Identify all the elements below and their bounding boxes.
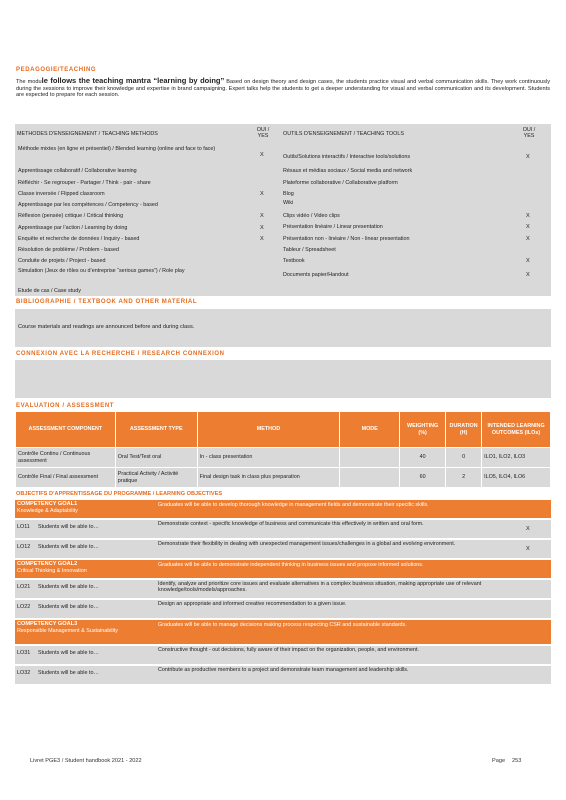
lo-lead: Students will be able to… [38, 544, 99, 550]
eval-header-mode: MODE [340, 412, 400, 448]
research-panel [15, 360, 551, 398]
bibliography-text: Course materials and readings are announced before and during class. [18, 324, 195, 330]
objectives-title: OBJECTIFS D’APPRENTISSAGE DU PROGRAMME / LEARNING OBJECTIVES [16, 491, 223, 497]
lo-code: LO12 [17, 544, 31, 550]
methods-yes-header: OUI / YES [256, 127, 270, 140]
eval-cell-method: In - class presentation [197, 448, 340, 468]
tool-item-mark: X [526, 258, 530, 264]
eval-cell-duration: 2 [446, 468, 482, 488]
eval-cell-method: Final design task in class plus preparation [197, 468, 340, 488]
method-item-label: Simulation (Jeux de rôles ou d’entreprise “serious games”) / Role play [18, 268, 185, 274]
lo-mark: X [526, 546, 530, 552]
lo-text: Constructive thought - out decisions, fully aware of their impact on the organization, people, and environment. [158, 647, 419, 653]
competency-goal-name: Critical Thinking & Innovation [17, 568, 87, 574]
method-item-mark: X [260, 213, 264, 219]
method-item-label: Enquête et recherche de données / Inquiry - based [18, 236, 140, 242]
lo-code: LO22 [17, 604, 31, 610]
competency-goal-name: Knowledge & Adaptability [17, 508, 78, 514]
tool-item-label: Clips vidéo / Video clips [283, 213, 340, 219]
evaluation-table [15, 411, 551, 488]
competency-goal-label: COMPETENCY GOAL2 [17, 561, 78, 567]
tool-item-label: Présentation linéaire / Linear presentation [283, 224, 383, 230]
method-item-mark: X [260, 225, 264, 231]
method-item-mark: X [260, 152, 264, 158]
research-title: CONNEXION AVEC LA RECHERCHE / RESEARCH CONNEXION [16, 351, 225, 357]
eval-cell-ilos: ILO5, ILO4, ILO6 [482, 468, 551, 488]
method-item-label: Apprentissage collaboratif / Collaborative learning [18, 168, 137, 174]
footer-page-number: 253 [512, 758, 522, 764]
lo-code: LO31 [17, 650, 31, 656]
eval-header-type: ASSESSMENT TYPE [115, 412, 197, 448]
tool-item-mark: X [526, 272, 530, 278]
methods-header: METHODES D’ENSEIGNEMENT / TEACHING METHODS [17, 131, 158, 137]
method-item-label: Apprentissage par les compétences / Competency - based [18, 202, 158, 208]
lo-text: Demonstrate their flexibility in dealing with unexpected management issues/challenges in a global and evolving environment. [158, 541, 456, 547]
lo-lead: Students will be able to… [38, 524, 99, 530]
lo-mark: X [526, 526, 530, 532]
lo-text: Demonstrate context - specific knowledge of business and communicate this effectively in written and oral form. [158, 521, 424, 527]
tool-item-label: Résaux et médias sociaux / Social media and network [283, 168, 413, 174]
method-item-label: Réfléchir - Se regrouper - Partager / Think - pair - share [18, 180, 151, 186]
tool-item-label: Présentation non - linéaire / Non - linear presentation [283, 236, 410, 242]
tool-item-mark: X [526, 236, 530, 242]
eval-cell-mode [340, 468, 400, 488]
competency-goal-label: COMPETENCY GOAL3 [17, 621, 78, 627]
method-item-label: Conduite de projets / Project - based [18, 258, 106, 264]
eval-cell-duration: 0 [446, 448, 482, 468]
tool-item-label: Outils/Solutions interactifs / Interactive tools/solutions [283, 154, 411, 160]
tool-item-label: Textbook [283, 258, 305, 264]
tool-item-label: Blog [283, 191, 294, 197]
lo-lead: Students will be able to… [38, 670, 99, 676]
method-item-mark: X [260, 236, 264, 242]
method-item-label: Résolution de problème / Problem - based [18, 247, 119, 253]
competency-goal-name: Responsible Management & Sustainability [17, 628, 118, 634]
eval-cell-ilos: ILO1, ILO2, ILO3 [482, 448, 551, 468]
pedagogy-title: PEDAGOGIE/TEACHING [16, 67, 97, 73]
tool-item-mark: X [526, 224, 530, 230]
footer-page-label: Page [492, 758, 506, 764]
eval-header-component: ASSESSMENT COMPONENT [16, 412, 116, 448]
eval-cell-component: Contrôle Continu / Continuous assessment [16, 448, 116, 468]
pedagogy-body: Based on design theory and design cases, the students practice visual and verbal communication skills. They work continuously during the sessions to improve their knowledge and expertise in brand campaigning. Expert talks help the students to get a deeper understanding for visual and verbal communication and its development. Students are expected to prepare for each session. [16, 79, 551, 99]
evaluation-title: EVALUATION / ASSESSMENT [16, 403, 115, 409]
eval-cell-type: Oral Test/Test oral [115, 448, 197, 468]
method-item-mark: X [260, 191, 264, 197]
tool-item-mark: X [526, 213, 530, 219]
method-item-label: Etude de cas / Case study [18, 288, 81, 294]
eval-cell-weight: 60 [400, 468, 446, 488]
lo-code: LO21 [17, 584, 31, 590]
tool-item-mark: X [526, 154, 530, 160]
lo-code: LO11 [17, 524, 30, 530]
footer-handbook: Livret PGE3 / Student handbook 2021 - 2022 [30, 758, 142, 764]
eval-cell-weight: 40 [400, 448, 446, 468]
lo-lead: Students will be able to… [38, 584, 99, 590]
evaluation-header-row [16, 412, 551, 448]
eval-header-duration: DURATION (H) [446, 412, 482, 448]
lo-text: Design an appropriate and informed creative recommendation to a given issue. [158, 601, 347, 607]
lo-code: LO32 [17, 670, 31, 676]
lo-text: Identify, analyze and prioritize core issues and evaluate alternatives in a complex business situation, making appropriate use of relevant knowledge/tools/models/approaches. [158, 581, 482, 594]
eval-cell-type: Practical Activity / Activité pratique [115, 468, 197, 488]
method-item-label: Réflexion (pensée) critique / Critical thinking [18, 213, 124, 219]
lo-lead: Students will be able to… [38, 604, 99, 610]
eval-cell-mode [340, 448, 400, 468]
table-row [16, 448, 551, 468]
method-item-label: Classe inversée / Flipped classroom [18, 191, 105, 197]
pedagogy-intro-b: le follows the teaching mantra “learning by doing” [41, 76, 225, 85]
tool-item-label: Plateforme collaborative / Collaborative platform [283, 180, 398, 186]
method-item-label: Méthode mixtes (en ligne et présentiel) / Blended learning (online and face to face) [18, 146, 216, 152]
eval-cell-component: Contrôle Final / Final assessment [16, 468, 116, 488]
tools-yes-header: OUI / YES [522, 127, 536, 140]
competency-goal-text: Graduates will be able to develop thorough knowledge in management fields and demonstrate their specific skills. [158, 502, 429, 508]
eval-header-method: METHOD [197, 412, 340, 448]
tool-item-label: Tableur / Spreadsheet [283, 247, 336, 253]
pedagogy-text [16, 76, 550, 99]
bibliography-title: BIBLIOGRAPHIE / TEXTBOOK AND OTHER MATERIAL [16, 299, 198, 305]
eval-header-weight: WEIGHTING (%) [400, 412, 446, 448]
tools-header: OUTILS D’ENSEIGNEMENT / TEACHING TOOLS [283, 131, 404, 137]
competency-goal-text: Graduates will be able to demonstrate independent thinking in business issues and propose informed solutions. [158, 562, 424, 568]
competency-goal-label: COMPETENCY GOAL1 [17, 501, 78, 507]
pedagogy-intro-a: The modu [16, 79, 42, 85]
lo-lead: Students will be able to… [38, 650, 99, 656]
competency-goal-text: Graduates will be able to manage decisions making process respecting CSR and sustainable standards. [158, 622, 407, 628]
method-item-label: Apprentissage par l’action / Learning by doing [18, 225, 128, 231]
tool-item-label: Wiki [283, 200, 294, 206]
eval-header-ilos: INTENDED LEARNING OUTCOMES (ILOs) [482, 412, 551, 448]
table-row [16, 468, 551, 488]
lo-text: Contribute as productive members to a project and demonstrate team management and leadership skills. [158, 667, 409, 673]
tool-item-label: Documents papier/Handout [283, 272, 349, 278]
